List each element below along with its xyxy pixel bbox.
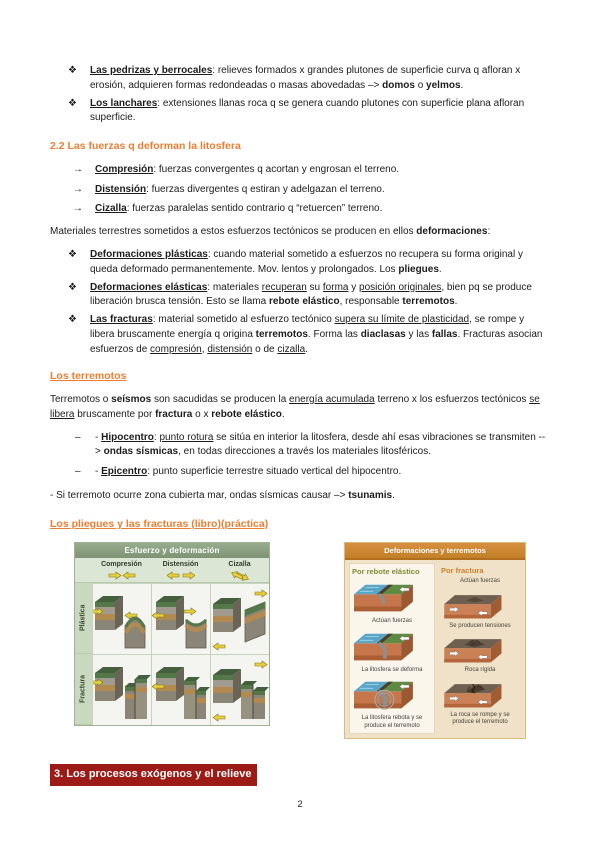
list-item bbox=[50, 183, 550, 198]
column-rebote-elastico bbox=[349, 563, 435, 734]
block-sag-diagram bbox=[152, 586, 210, 652]
section-heading-terremotos: Los terremotos bbox=[50, 370, 127, 383]
column-header-cizalla bbox=[210, 558, 269, 581]
list-item bbox=[50, 465, 550, 480]
list-item bbox=[50, 248, 550, 278]
lithosphere-forces-diagram bbox=[352, 579, 432, 617]
diamond-bullet-icon: ❖ bbox=[68, 281, 77, 293]
figure-row-plastica bbox=[75, 583, 269, 654]
strike-slip-diagram bbox=[211, 657, 269, 723]
paragraph-tsunami: - Si terremoto ocurre zona cubierta mar, ondas sísmicas causar –> tsunamis. bbox=[50, 490, 395, 501]
diagram-cell-plastica-compresion bbox=[92, 583, 151, 654]
bullet-list-plutones bbox=[50, 64, 550, 126]
shear-arrows-icon bbox=[226, 571, 254, 581]
panel-caption: La litosfera se deforma bbox=[361, 666, 423, 673]
figure-deformaciones-terremotos bbox=[344, 542, 526, 739]
arrow-bullet-icon: → bbox=[73, 203, 83, 215]
corner-cell bbox=[75, 558, 92, 581]
column-header-label: Cizalla bbox=[228, 561, 251, 569]
diamond-bullet-icon: ❖ bbox=[68, 97, 77, 109]
lithosphere-rebound-earthquake-diagram bbox=[352, 676, 432, 714]
diagram-cell-fractura-compresion bbox=[92, 654, 151, 725]
list-item-text: Las fracturas: material sometido al esfuerzo tectónico supera su límite de plasticidad, se rompe y libera bruscamente energía q origina terremotos. Forma las diaclasas y las fallas. Fracturas asocian esfuerzos de compresión, distensión o de cizalla. bbox=[90, 314, 543, 355]
figures-row bbox=[74, 542, 526, 739]
list-item-text: - Epicentro: punto superficie terrestre situado vertical del hipocentro. bbox=[95, 466, 402, 478]
column-header-distension bbox=[151, 558, 210, 581]
normal-fault-diagram bbox=[152, 657, 210, 723]
rock-forces-diagram bbox=[441, 588, 519, 622]
diagram-cell-fractura-cizalla bbox=[210, 654, 269, 725]
extension-arrows-icon bbox=[167, 571, 195, 580]
rock-breaks-earthquake-diagram bbox=[441, 677, 519, 711]
block-fold-diagram bbox=[93, 586, 151, 652]
list-item bbox=[50, 431, 550, 461]
list-item-text: Deformaciones plásticas: cuando material sometido a esfuerzos no recupera su forma original y queda deformado permanentemente. Mov. lentos y prolongados. Los pliegues. bbox=[90, 248, 523, 275]
list-item-text: Las pedrizas y berrocales: relieves formados x grandes plutones de superficie curva q afloran x erosión, adquieren formas redondeadas o masas abovedadas –> domos o yelmos. bbox=[90, 65, 521, 91]
arrow-list-fuerzas bbox=[50, 163, 550, 217]
page-number: 2 bbox=[297, 798, 303, 810]
panel-caption: La roca se rompe y se produce el terremoto bbox=[450, 711, 510, 726]
paragraph-materiales: Materiales terrestres sometidos a estos esfuerzos tectónicos se producen en ellos deformaciones: bbox=[50, 226, 491, 238]
figure-body bbox=[345, 560, 525, 734]
row-label-fractura: Fractura bbox=[75, 654, 92, 725]
column-header-label: Distensión bbox=[162, 561, 199, 569]
panel-caption: Actúan fuerzas bbox=[459, 578, 501, 585]
diamond-bullet-icon: ❖ bbox=[68, 314, 77, 326]
row-label-plastica: Plástica bbox=[75, 583, 92, 654]
arrow-bullet-icon: → bbox=[73, 183, 83, 195]
list-item-text: Los lanchares: extensiones llanas roca q se genera cuando plutones con superficie plana afloran superficie. bbox=[90, 97, 525, 124]
compression-arrows-icon bbox=[108, 571, 136, 580]
reverse-fault-diagram bbox=[93, 657, 151, 723]
panel-caption: La litosfera rebota y se produce el terremoto bbox=[361, 715, 423, 729]
list-item bbox=[50, 163, 550, 178]
column-title: Por fractura bbox=[441, 566, 484, 576]
list-item bbox=[50, 202, 550, 217]
diagram-cell-fractura-distension bbox=[151, 654, 210, 725]
section-heading-procesos-exogenos: 3. Los procesos exógenos y el relieve bbox=[50, 764, 257, 785]
panel-caption: Actúan fuerzas bbox=[371, 618, 413, 625]
paragraph-terremotos: Terremotos o seísmos son sacudidas se producen la energía acumulada terreno x los esfuerzos tectónicos se libera bruscamente por fractura o x rebote elástico. bbox=[50, 394, 540, 420]
figure-row-fractura bbox=[75, 654, 269, 725]
dash-bullet-icon: – bbox=[75, 466, 81, 478]
column-header-compresion bbox=[92, 558, 151, 581]
diamond-bullet-icon: ❖ bbox=[68, 248, 77, 260]
section-heading-pliegues: Los pliegues y las fracturas (libro)(práctica) bbox=[50, 517, 269, 530]
column-title: Por rebote elástico bbox=[352, 567, 420, 577]
list-item-text: Cizalla: fuerzas paralelas sentido contrario q “retuercen” terreno. bbox=[95, 203, 383, 215]
block-shear-diagram bbox=[211, 586, 269, 652]
list-item bbox=[50, 97, 550, 127]
rock-tension-diagram bbox=[441, 632, 519, 666]
diamond-bullet-icon: ❖ bbox=[68, 65, 77, 76]
column-fractura bbox=[439, 563, 521, 734]
list-item bbox=[50, 313, 550, 357]
list-item-text: - Hipocentro: punto rotura se sitúa en interior la litosfera, desde ahí esas vibraciones se transmiten --> ondas sísmicas, en todas direcciones a través los materiales litosféricos. bbox=[95, 431, 546, 458]
panel-caption: Se producen tensiones bbox=[449, 622, 511, 629]
list-item-text: Deformaciones elásticas: materiales recuperan su forma y posición originales, bien pq se produce liberación brusca tensión. Esto se llama rebote elástico, responsable terremotos. bbox=[90, 281, 532, 308]
figure-esfuerzo-deformacion bbox=[74, 542, 270, 725]
section-heading-22: 2.2 Las fuerzas q deforman la litosfera bbox=[50, 140, 241, 153]
figure-title: Esfuerzo y deformación bbox=[75, 543, 269, 558]
list-item-text: Compresión: fuerzas convergentes q acortan y engrosan el terreno. bbox=[95, 163, 400, 175]
arrow-bullet-icon: → bbox=[73, 163, 83, 175]
diagram-cell-plastica-distension bbox=[151, 583, 210, 654]
list-item-text: Distensión: fuerzas divergentes q estiran y adelgazan el terreno. bbox=[95, 183, 385, 195]
bullet-list-deformaciones bbox=[50, 248, 550, 358]
diagram-cell-plastica-cizalla bbox=[210, 583, 269, 654]
figure-title: Deformaciones y terremotos bbox=[345, 543, 525, 560]
section-3-heading-wrap bbox=[50, 764, 550, 785]
figure-column-headers bbox=[75, 558, 269, 582]
list-item bbox=[50, 64, 550, 94]
lithosphere-deforms-diagram bbox=[352, 628, 432, 666]
dash-list-centros bbox=[50, 431, 550, 480]
list-item bbox=[50, 281, 550, 311]
panel-caption: Roca rígida bbox=[464, 667, 496, 674]
dash-bullet-icon: – bbox=[75, 431, 81, 443]
column-header-label: Compresión bbox=[101, 561, 142, 569]
